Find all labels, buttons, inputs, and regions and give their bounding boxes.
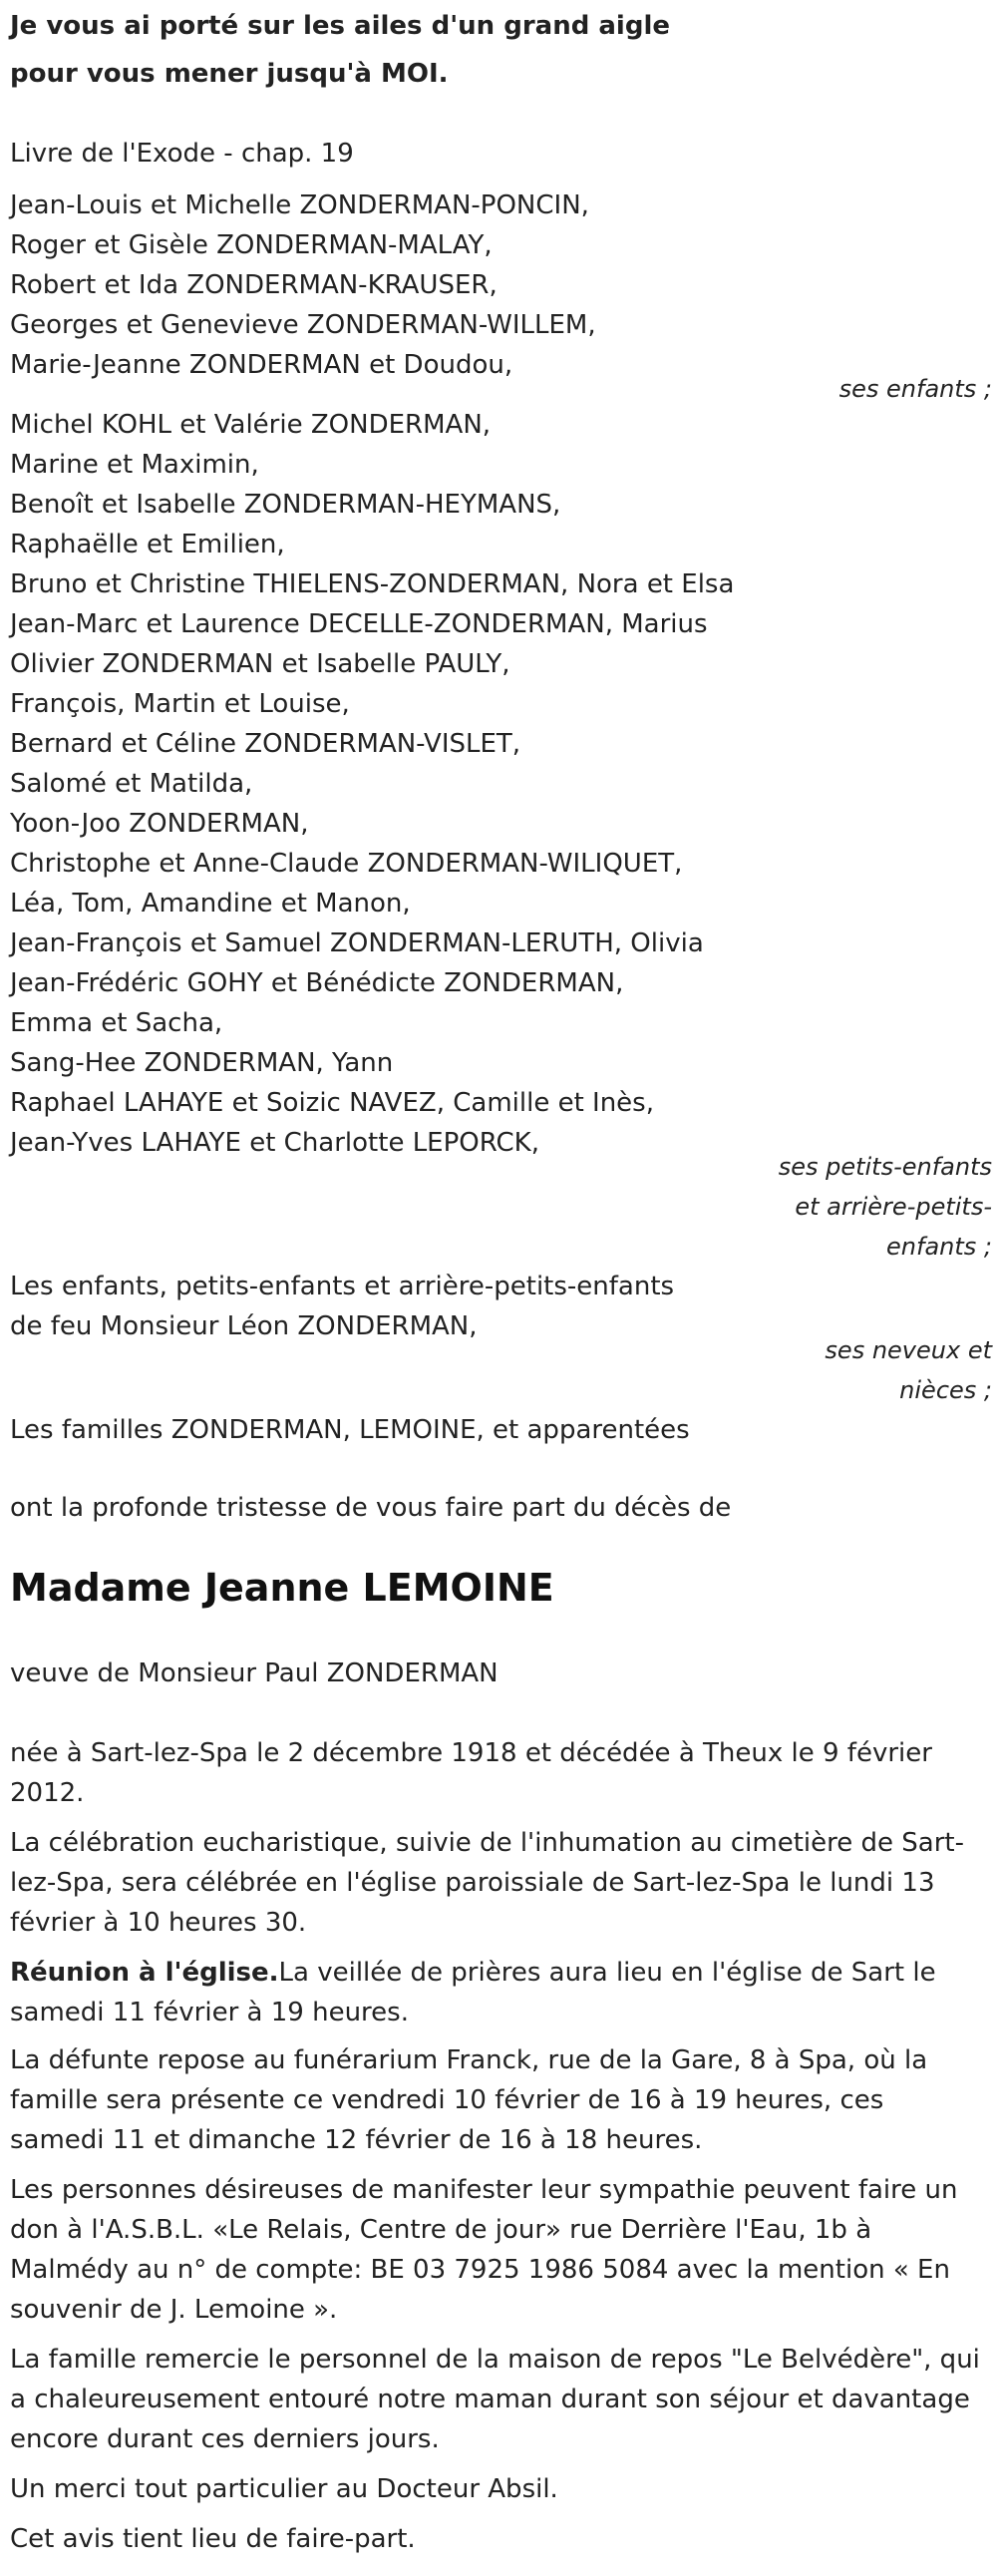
grandchild-name: Jean-Marc et Laurence DECELLE-ZONDERMAN, Marius — [10, 609, 708, 639]
grandchild-name: Jean-François et Samuel ZONDERMAN-LERUTH, Olivia — [10, 928, 704, 958]
child-name: Robert et Ida ZONDERMAN-KRAUSER, — [10, 270, 498, 300]
grandchild-name: Raphaëlle et Emilien, — [10, 530, 285, 559]
grandchild-name: Léa, Tom, Amandine et Manon, — [10, 889, 411, 919]
funeral-home-paragraph: La défunte repose au funérarium Franck, rue de la Gare, 8 à Spa, où la famille sera présente ce vendredi 10 février de 16 à 19 heures, ces samedi 11 et dimanche 12 février de 16 à 18 heures. — [10, 2045, 928, 2155]
grandchild-name: Christophe et Anne-Claude ZONDERMAN-WILIQUET, — [10, 849, 683, 879]
child-name: Jean-Louis et Michelle ZONDERMAN-PONCIN, — [10, 190, 589, 220]
nephews-line: Les enfants, petits-enfants et arrière-petits-enfants — [10, 1272, 675, 1301]
grandchildren-label-line: ses petits-enfants — [778, 1153, 992, 1181]
child-name: Roger et Gisèle ZONDERMAN-MALAY, — [10, 230, 493, 260]
doctor-paragraph: Un merci tout particulier au Docteur Absil. — [10, 2474, 558, 2504]
grandchild-name: François, Martin et Louise, — [10, 689, 350, 719]
children-label: ses enfants ; — [838, 375, 992, 403]
announcement-line: ont la profonde tristesse de vous faire part du décès de — [10, 1493, 732, 1523]
thanks-paragraph: La famille remercie le personnel de la maison de repos "Le Belvédère", qui a chaleureusement entouré notre maman durant son séjour et davantage encore durant ces derniers jours. — [10, 2345, 980, 2454]
nephews-line: de feu Monsieur Léon ZONDERMAN, — [10, 1311, 478, 1341]
reunion-label: Réunion à l'église. — [10, 1958, 279, 1988]
quote-source: Livre de l'Exode - chap. 19 — [10, 139, 354, 169]
grandchild-name: Michel KOHL et Valérie ZONDERMAN, — [10, 410, 492, 440]
donation-paragraph: Les personnes désireuses de manifester leur sympathie peuvent faire un don à l'A.S.B.L. «Le Relais, Centre de jour» rue Derrière l'Eau, 1b à Malmédy au n° de compte: BE 03 7925 1986 5084 avec la mention « En souvenir de J. Lemoine ». — [10, 2175, 958, 2325]
ceremony-paragraph: La célébration eucharistique, suivie de l'inhumation au cimetière de Sart-lez-Spa, sera célébrée en l'église paroissiale de Sart-lez-Spa le lundi 13 février à 10 heures 30. — [10, 1828, 964, 1938]
grandchild-name: Bruno et Christine THIELENS-ZONDERMAN, Nora et Elsa — [10, 569, 735, 599]
grandchild-name: Emma et Sacha, — [10, 1008, 223, 1038]
deceased-name: Madame Jeanne LEMOINE — [10, 1566, 554, 1610]
widow-of-line: veuve de Monsieur Paul ZONDERMAN — [10, 1658, 498, 1688]
reunion-paragraph — [10, 1953, 982, 2032]
child-name: Marie-Jeanne ZONDERMAN et Doudou, — [10, 350, 513, 380]
quote-line-1: Je vous ai porté sur les ailes d'un grand aigle — [10, 11, 670, 41]
closing-paragraph: Cet avis tient lieu de faire-part. — [10, 2524, 416, 2554]
grandchild-name: Jean-Yves LAHAYE et Charlotte LEPORCK, — [10, 1128, 539, 1158]
nephews-label-line: ses neveux et — [825, 1336, 992, 1364]
grandchild-name: Olivier ZONDERMAN et Isabelle PAULY, — [10, 649, 510, 679]
grandchild-name: Marine et Maximin, — [10, 450, 259, 480]
birth-death-paragraph: née à Sart-lez-Spa le 2 décembre 1918 et décédée à Theux le 9 février 2012. — [10, 1738, 932, 1808]
grandchild-name: Benoît et Isabelle ZONDERMAN-HEYMANS, — [10, 490, 561, 520]
grandchildren-label-line: enfants ; — [886, 1233, 992, 1261]
families-line: Les familles ZONDERMAN, LEMOINE, et apparentées — [10, 1415, 690, 1445]
grandchild-name: Sang-Hee ZONDERMAN, Yann — [10, 1048, 394, 1078]
grandchildren-label-line: et arrière-petits- — [795, 1193, 992, 1221]
grandchild-name: Jean-Frédéric GOHY et Bénédicte ZONDERMAN, — [10, 968, 624, 998]
reunion-text: La veillée de prières aura lieu en l'église de Sart le samedi 11 février à 19 heures. — [10, 1958, 936, 2027]
quote-line-2: pour vous mener jusqu'à MOI. — [10, 59, 449, 89]
grandchild-name: Salomé et Matilda, — [10, 769, 253, 799]
grandchild-name: Raphael LAHAYE et Soizic NAVEZ, Camille et Inès, — [10, 1088, 654, 1118]
grandchild-name: Yoon-Joo ZONDERMAN, — [10, 809, 309, 839]
nephews-label-line: nièces ; — [899, 1376, 992, 1404]
child-name: Georges et Genevieve ZONDERMAN-WILLEM, — [10, 310, 596, 340]
grandchild-name: Bernard et Céline ZONDERMAN-VISLET, — [10, 729, 521, 759]
